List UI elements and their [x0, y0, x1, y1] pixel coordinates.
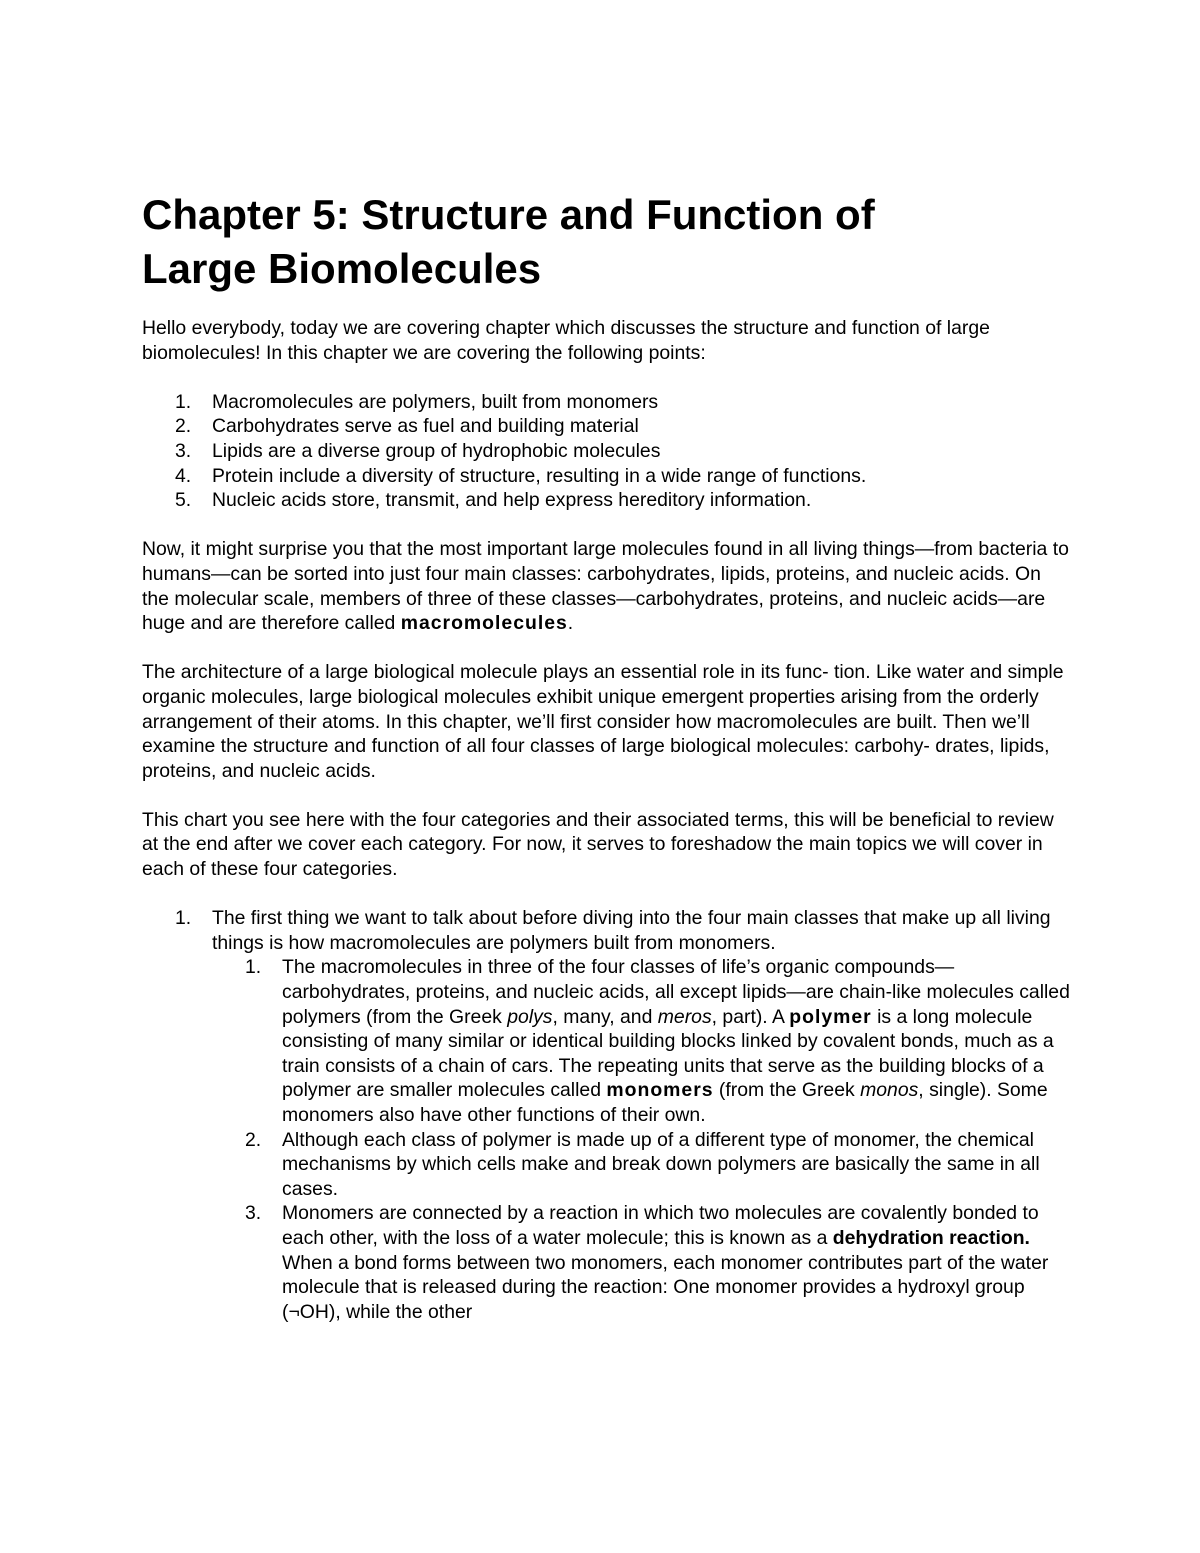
- sub-text: , part). A: [711, 1005, 790, 1028]
- list-item-text: Lipids are a diverse group of hydrophobic molecules: [212, 439, 661, 462]
- chart-paragraph: This chart you see here with the four categories and their associated terms, this will be beneficial to review at the end after we cover each category. For now, it serves to foreshadow the main topics we will cover in each of these four categories.: [142, 808, 1054, 881]
- list-item: [142, 464, 1072, 489]
- list-number: 5.: [175, 489, 192, 512]
- list-number: 1.: [175, 907, 192, 930]
- list-number: 4.: [175, 464, 192, 487]
- chapter-title: [142, 188, 1102, 296]
- list-number: 2.: [175, 415, 192, 438]
- list-item-text: Nucleic acids store, transmit, and help express hereditory information.: [212, 489, 812, 512]
- term-monos: monos: [860, 1079, 919, 1102]
- sublist-item: [212, 955, 1072, 1127]
- list-item: [142, 439, 1072, 464]
- outline-sublist: [212, 955, 1072, 1324]
- list-number: 2.: [245, 1128, 262, 1151]
- list-item-text: Carbohydrates serve as fuel and building material: [212, 415, 639, 438]
- list-number: 1.: [175, 390, 192, 413]
- sub-text: Although each class of polymer is made up of a different type of monomer, the chemical mechanisms by which cells make and break down polymers are basically the same in all cases.: [282, 1128, 1040, 1200]
- sub-text: is a long molecule consisting of many similar or identical building blocks linked by covalent bonds, much as a train consists of a chain of cars. The repeating units that serve as the building blocks of a polymer are smaller molecules called: [282, 1005, 1054, 1102]
- sub-text: , many, and: [552, 1005, 658, 1028]
- term-meros: meros: [657, 1005, 712, 1028]
- chapter-points-list: [142, 390, 1072, 513]
- list-item: [142, 414, 1072, 439]
- outline-list: [142, 906, 1072, 1324]
- sub-text: Monomers are connected by a reaction in which two molecules are covalently bonded to each other, with the loss of a water molecule; this is known as a: [282, 1202, 1039, 1249]
- paragraph-text: Now, it might surprise you that the most important large molecules found in all living things—from bacteria to humans—can be sorted into just four main classes: carbohydrates, lipids, proteins, and nucleic acids. On the molecular scale, members of three of these classes—carbohydrates, proteins, and nucleic acids—are huge and are therefore called: [142, 538, 1069, 635]
- sublist-item: [212, 1201, 1072, 1324]
- sub-text: , single). Some monomers also have other functions of their own.: [282, 1079, 1048, 1126]
- outline-item: [142, 906, 1072, 1324]
- list-number: 3.: [175, 439, 192, 462]
- list-item-text: Macromolecules are polymers, built from monomers: [212, 390, 659, 413]
- sub-text: The macromolecules in three of the four classes of life’s organic compounds—carbohydrates, proteins, and nucleic acids, all except lipids—are chain-like molecules called polymers (from the Greek: [282, 956, 1070, 1028]
- list-number: 1.: [245, 956, 262, 979]
- outline-item-text: The first thing we want to talk about before diving into the four main classes that make up all living things is how macromolecules are polymers built from monomers.: [212, 907, 1051, 954]
- term-polys: polys: [507, 1005, 553, 1028]
- chapter-title-line-1: Chapter 5: Structure and Function of: [142, 191, 875, 238]
- term-monomers: monomers: [606, 1079, 714, 1102]
- macromolecules-paragraph: [142, 537, 1072, 635]
- document-body: [142, 316, 1072, 1349]
- term-macromolecules: macromolecules: [400, 612, 568, 635]
- sub-text: (from the Greek: [713, 1079, 861, 1102]
- list-number: 3.: [245, 1202, 262, 1225]
- chapter-title-line-2: Large Biomolecules: [142, 245, 542, 292]
- list-item-text: Protein include a diversity of structure, resulting in a wide range of functions.: [212, 464, 867, 487]
- paragraph-end: .: [567, 612, 574, 635]
- list-item: [142, 390, 1072, 415]
- sub-text: When a bond forms between two monomers, each monomer contributes part of the water molecule that is released during the reaction: One monomer provides a hydroxyl group (¬OH), while the other: [282, 1251, 1049, 1323]
- list-item: [142, 488, 1072, 513]
- term-dehydration-reaction: dehydration reaction.: [832, 1226, 1030, 1249]
- sublist-item: [212, 1128, 1072, 1202]
- term-polymer: polymer: [789, 1005, 872, 1028]
- intro-paragraph: Hello everybody, today we are covering chapter which discusses the structure and function of large biomolecules! In this chapter we are covering the following points:: [142, 317, 990, 364]
- architecture-paragraph: The architecture of a large biological molecule plays an essential role in its func- tion. Like water and simple organic molecules, large biological molecules exhibit unique emergent properties arising from the orderly arrangement of their atoms. In this chapter, we’ll first consider how macromolecules are built. Then we’ll examine the structure and function of all four classes of large biological molecules: carbohy- drates, lipids, proteins, and nucleic acids.: [142, 661, 1064, 782]
